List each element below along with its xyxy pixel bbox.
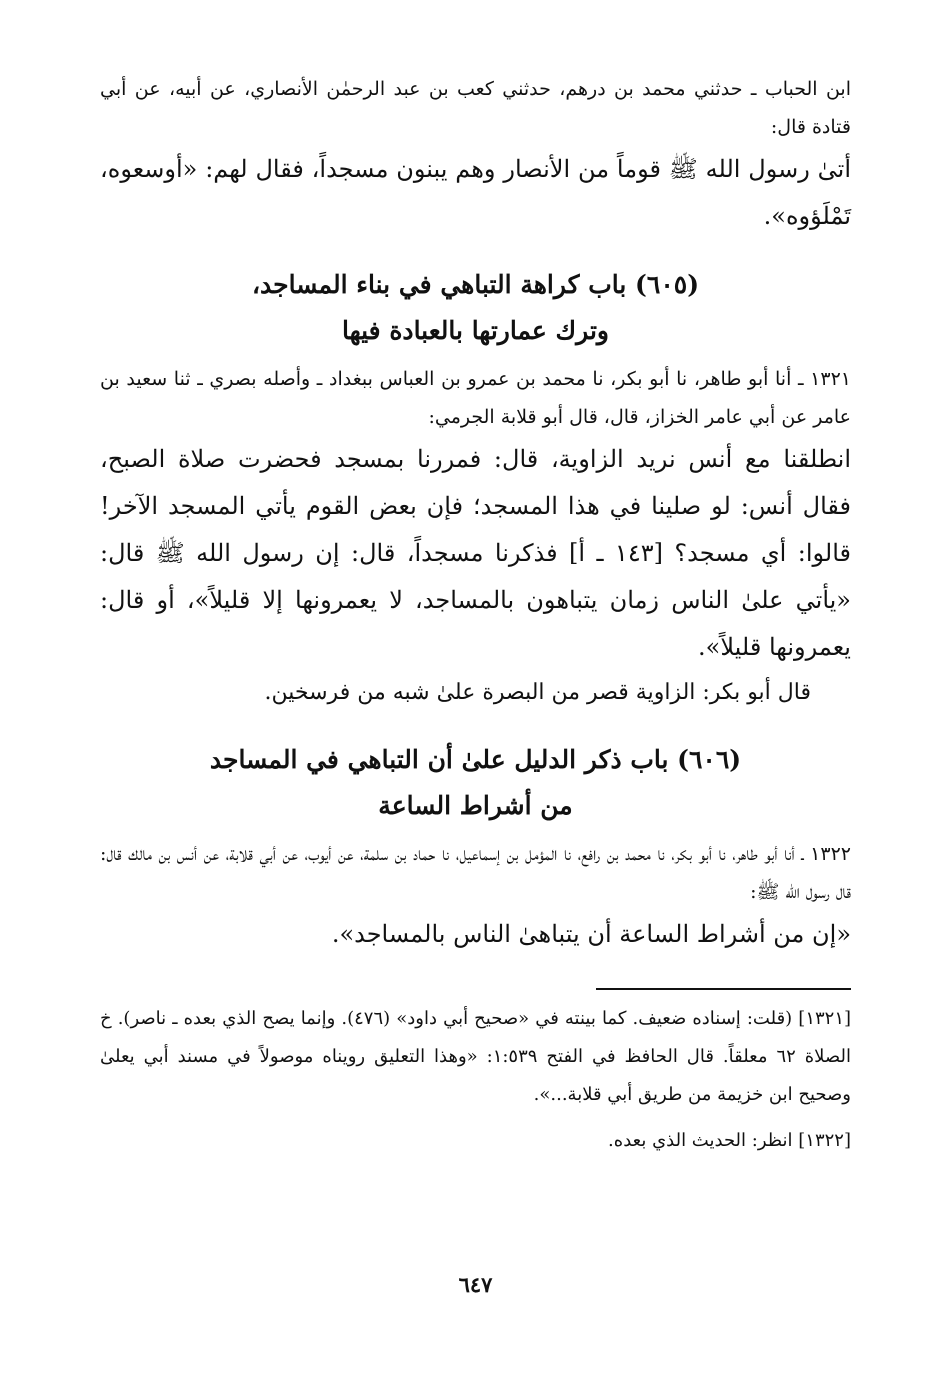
intro-matn: أتىٰ رسول الله ﷺ قوماً من الأنصار وهم يبنون مسجداً، فقال لهم: «أوسعوه، تَمْلَؤوه». [100, 155, 851, 230]
chapter-606-title-line2: من أشراط الساعة [378, 791, 573, 820]
hadith-1321-matn: انطلقنا مع أنس نريد الزاوية، قال: فمررنا بمسجد فحضرت صلاة الصبح، فقال أنس: لو صلينا في هذا المسجد؛ فإن بعض القوم يأتي المسجد الآخر! قالوا: أي مسجد؟ [١٤٣ ـ أ] فذكرنا مسجداً، قال: إن رسول الله ﷺ قال: «يأتي علىٰ الناس زمان يتباهون بالمساجد، لا يعمرونها إلا قليلاً»، أو قال: يعمرونها قليلاً». [100, 445, 851, 661]
page-number: ٦٤٧ [458, 1272, 493, 1297]
hadith-1322-isnad: ١٣٢٢ ـ أنا أبو طاهر، نا أبو بكر، نا محمد بن رافع، نا المؤمل بن إسماعيل، نا حماد بن سلمة، عن أيوب، عن أبي قلابة، عن أنس بن مالك قال: قال رسول الله ﷺ: [100, 843, 851, 903]
chapter-606-title-line1: (٦٠٦) باب ذكر الدليل علىٰ أن التباهي في المساجد [209, 745, 742, 774]
footnote-separator [596, 988, 851, 990]
hadith-1321-note: قال أبو بكر: الزاوية قصر من البصرة علىٰ شبه من فرسخين. [264, 680, 811, 705]
footnote-1322: [١٣٢٢] انظر: الحديث الذي بعده. [608, 1130, 851, 1151]
chapter-605-title-line1: (٦٠٥) باب كراهة التباهي في بناء المساجد، [251, 270, 700, 299]
intro-isnad: ابن الحباب ـ حدثني محمد بن درهم، حدثني كعب بن عبد الرحمٰن الأنصاري، عن أبيه، عن أبي قتادة قال: [100, 78, 851, 138]
footnote-1321: [١٣٢١] (قلت: إسناده ضعيف. كما بينته في «صحيح أبي داود» (٤٧٦). وإنما يصح الذي بعده ـ ناصر). خ الصلاة ٦٢ معلقاً. قال الحافظ في الفتح ١:٥٣٩: «وهذا التعليق رويناه موصولاً في مسند أبي يعلىٰ وصحيح ابن خزيمة من طريق أبي قلابة...». [100, 1008, 852, 1105]
hadith-1321-isnad: ١٣٢١ ـ أنا أبو طاهر، نا أبو بكر، نا محمد بن عمرو بن العباس ببغداد ـ وأصله بصري ـ ثنا سعيد بن عامر عن أبي عامر الخزاز، قال، قال أبو قلابة الجرمي: [100, 368, 851, 428]
hadith-1322-matn: «إن من أشراط الساعة أن يتباهىٰ الناس بالمساجد». [331, 920, 851, 948]
chapter-605-title-line2: وترك عمارتها بالعبادة فيها [342, 316, 609, 345]
